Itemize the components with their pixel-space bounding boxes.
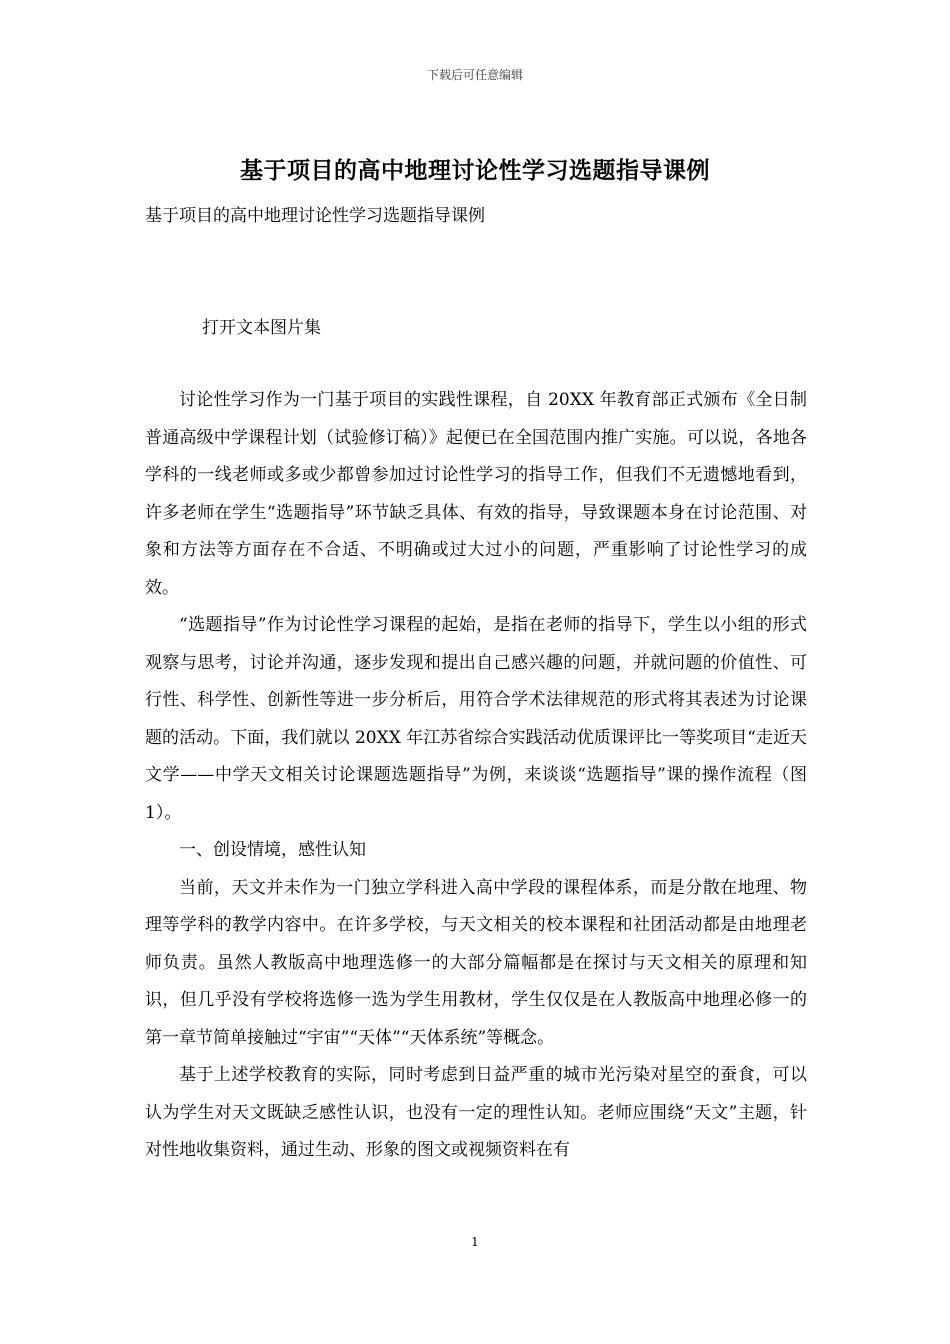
document-title: 基于项目的高中地理讨论性学习选题指导课例 — [240, 157, 710, 184]
paragraph: 当前，天文并未作为一门独立学科进入高中学段的课程体系，而是分散在地理、物理等学科的教学内容中。在许多学校，与天文相关的校本课程和社团活动都是由地理老师负责。虽然人教版高中地理选修一的大部分篇幅都是在探讨与天文相关的原理和知识，但几乎没有学校将选修一选为学生用教材，学生仅仅是在人教版高中地理必修一的第一章节简单接触过“宇宙”“天体”“天体系统”等概念。 — [145, 877, 807, 1048]
document-subtitle: 基于项目的高中地理讨论性学习选题指导课例 — [145, 206, 485, 226]
paragraph: “选题指导”作为讨论性学习课程的起始，是指在老师的指导下，学生以小组的形式观察与思考，讨论并沟通，逐步发现和提出自己感兴趣的问题，并就问题的价值性、可行性、科学性、创新性等进一步分析后，用符合学术法律规范的形式将其表述为讨论课题的活动。下面，我们就以 20XX 年江苏省综合实践活动优质课评比一等奖项目“走近天文学——中学天文相关讨论课题选题指导”为例，来谈谈“选题指导”课的操作流程（图 1）。 — [145, 615, 807, 823]
page-number: 1 — [471, 1235, 479, 1249]
document-body — [145, 382, 807, 1170]
section-heading: 一、创设情境，感性认知 — [179, 840, 366, 860]
header-note: 下载后可任意编辑 — [426, 68, 523, 82]
open-image-gallery-link[interactable]: 打开文本图片集 — [202, 318, 321, 338]
paragraph: 讨论性学习作为一门基于项目的实践性课程，自 20XX 年教育部正式颁布《全日制普通高级中学课程计划（试验修订稿）》起便已在全国范围内推广实施。可以说，各地各学科的一线老师或多或少都曾参加过讨论性学习的指导工作，但我们不无遗憾地看到，许多老师在学生“选题指导”环节缺乏具体、有效的指导，导致课题本身在讨论范围、对象和方法等方面存在不合适、不明确或过大过小的问题，严重影响了讨论性学习的成效。 — [145, 390, 807, 598]
paragraph: 基于上述学校教育的实际，同时考虑到日益严重的城市光污染对星空的蚕食，可以认为学生对天文既缺乏感性认识，也没有一定的理性认知。老师应围绕“天文”主题，针对性地收集资料，通过生动、形象的图文或视频资料在有 — [145, 1065, 807, 1160]
